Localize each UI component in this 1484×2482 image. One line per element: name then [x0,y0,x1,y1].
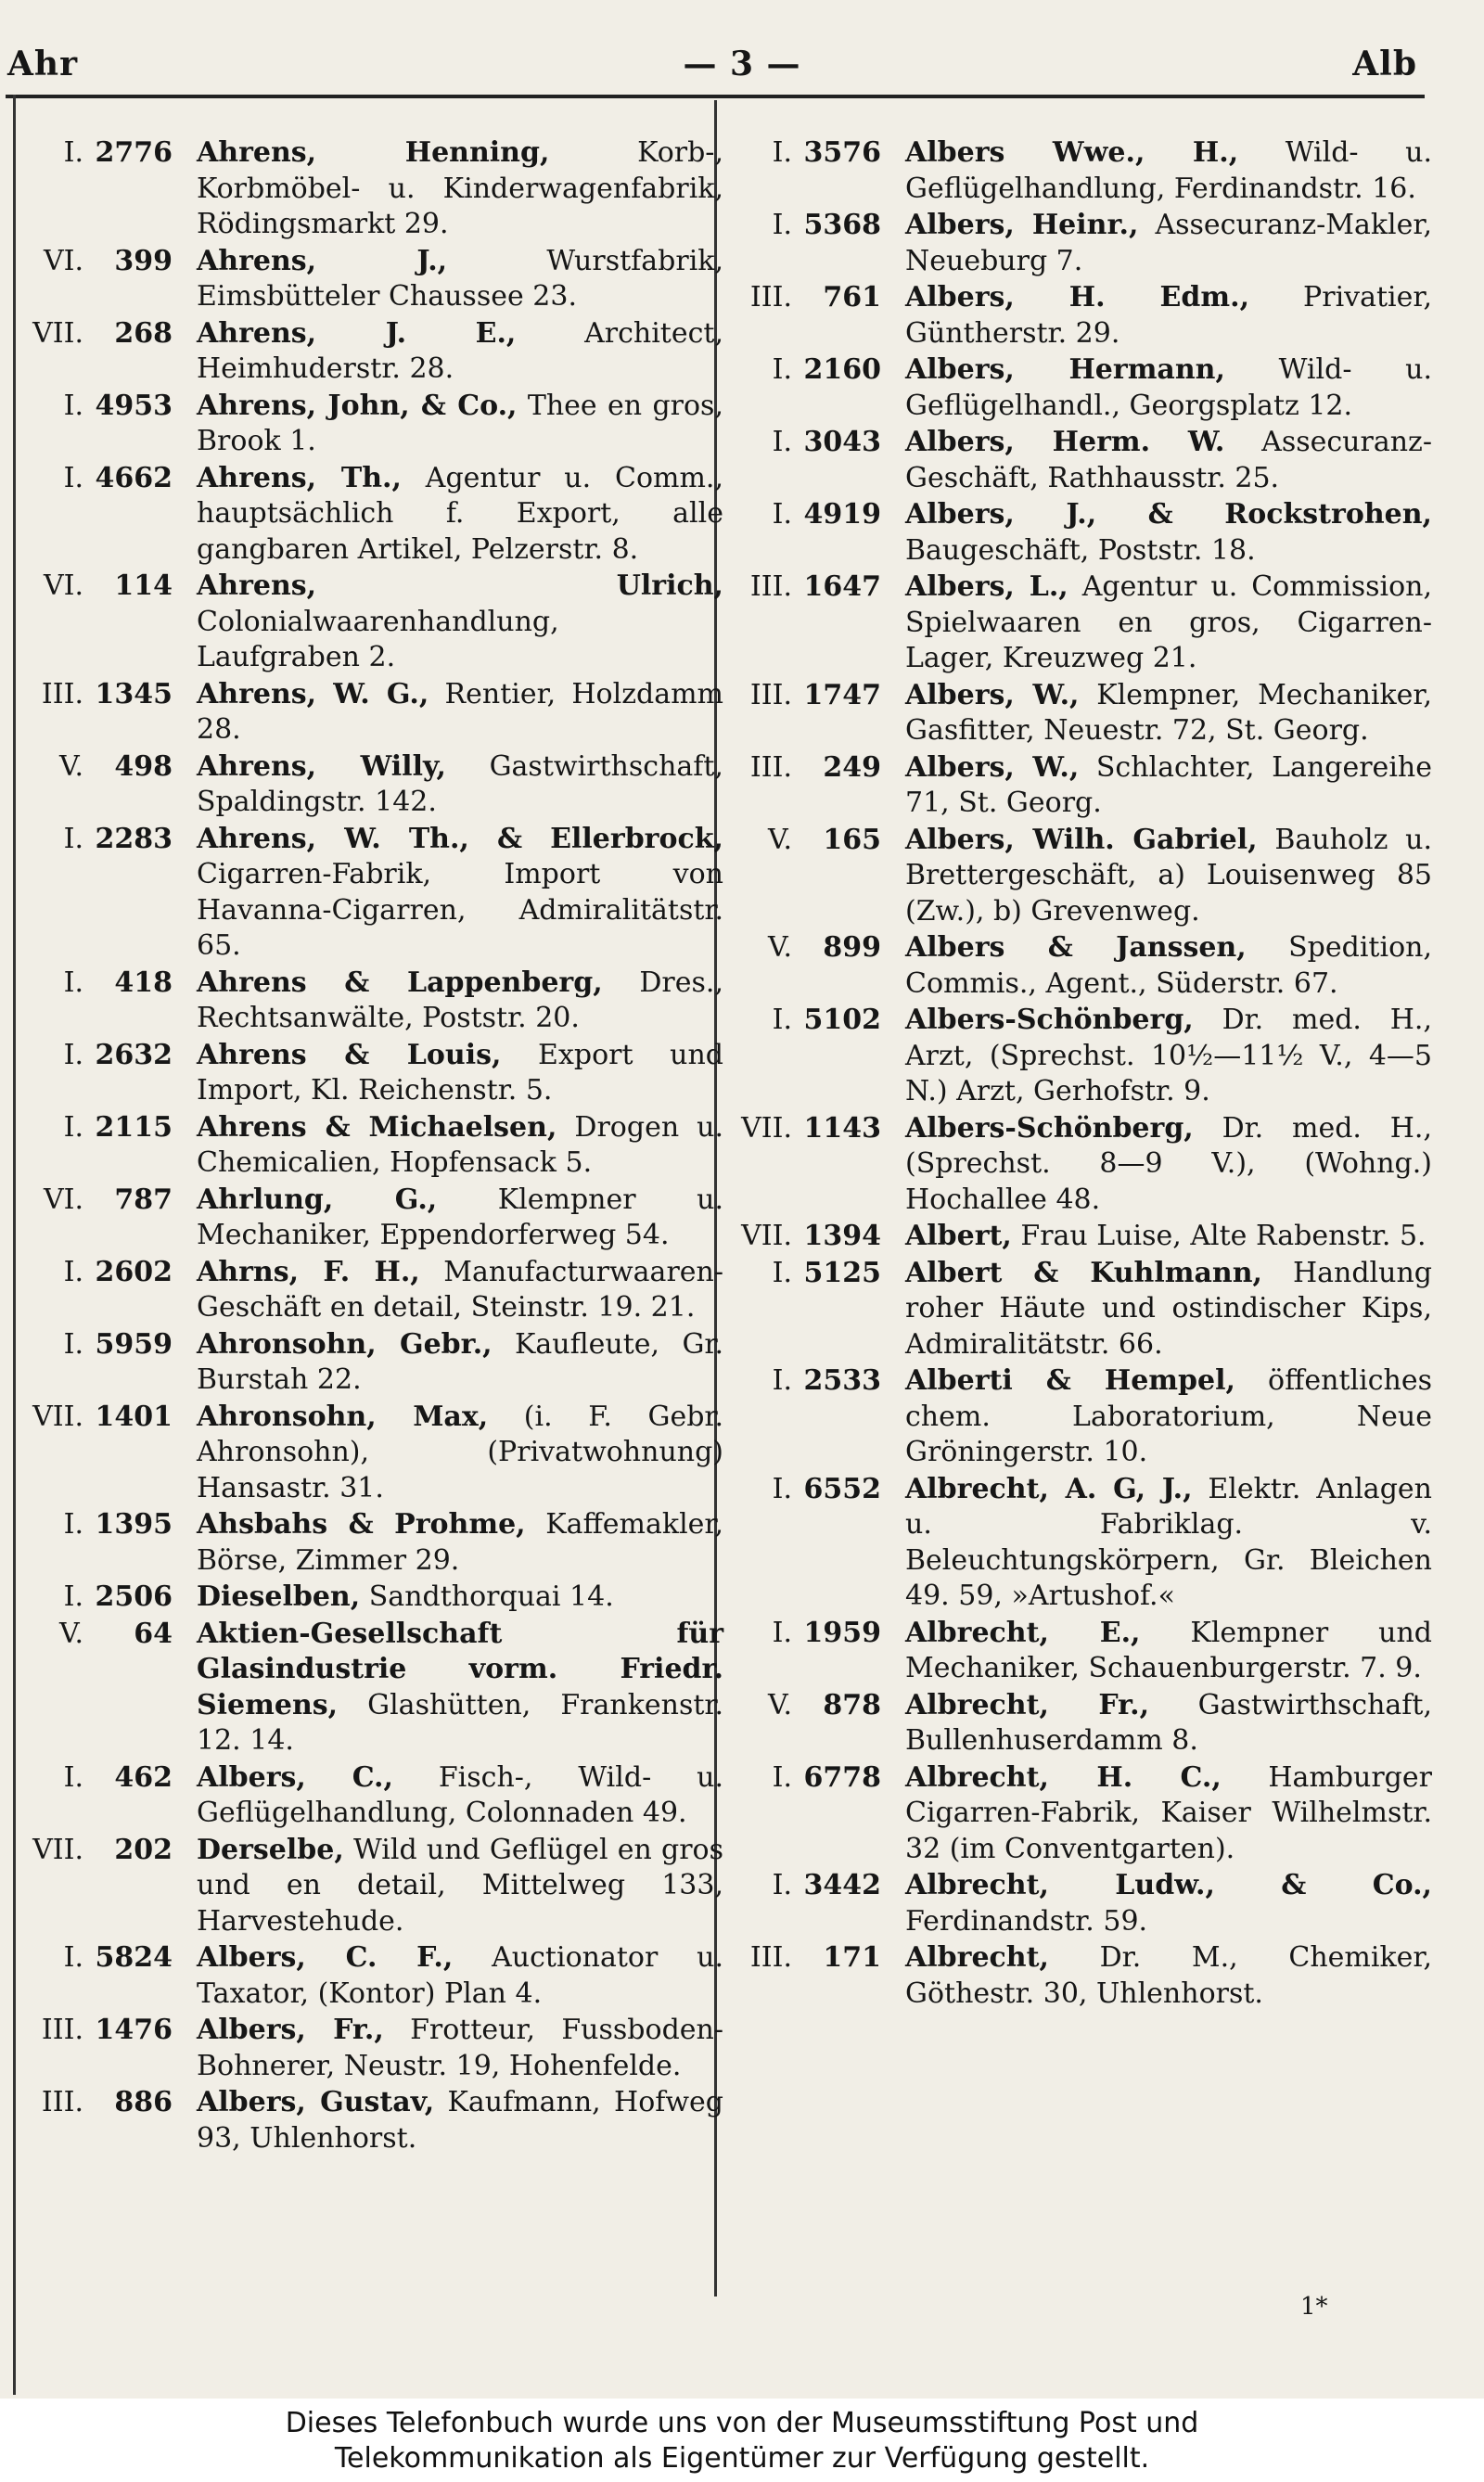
directory-entry [19,749,723,821]
directory-entry [19,316,723,388]
subscriber-details: Frau Luise, Alte Rabenstr. 5. [1020,1220,1426,1252]
entry-body [905,497,1432,569]
district-number: III. [749,281,792,313]
district-number: I. [772,1760,792,1794]
district-number: I. [772,209,792,241]
district-number: III. [41,677,83,710]
phone-number: 165 [823,823,881,856]
subscriber-name: Ahrlung, G., [197,1183,438,1216]
entry-body [197,1038,723,1109]
phone-number: 171 [823,1941,881,1974]
subscriber-name: Albers, Gustav, [197,2086,435,2118]
entry-body [197,677,723,748]
subscriber-details: Ferdinandstr. 59. [905,1904,1148,1938]
phone-number: 3043 [803,426,881,458]
entry-body [905,1472,1432,1615]
phone-number: 1747 [803,678,881,711]
district-number: I. [772,136,792,169]
left-border-rule [13,95,16,2395]
directory-entry [727,750,1432,822]
subscriber-name: Albers, C., [197,1760,393,1794]
directory-entry [19,822,723,965]
footer-note [0,2399,1484,2482]
phone-number: 114 [114,569,173,602]
subscriber-details: öffentliches chem. Laboratorium, Neue Gröningerstr. 10. [905,1364,1432,1468]
subscriber-details: Wild und Geflügel en gros und en detail, Mittelweg 133, Harvestehude. [197,1833,723,1938]
directory-entry [19,461,723,569]
district-number: V. [59,749,83,783]
phone-number: 4919 [803,498,881,531]
district-number: III. [749,750,792,784]
entry-body [905,352,1432,424]
phone-number: 2632 [95,1038,173,1071]
district-number: III. [749,1941,792,1974]
phone-number: 2115 [95,1110,173,1144]
subscriber-name: Albers, C. F., [197,1941,454,1974]
entry-body [197,1833,723,1940]
directory-entry [727,1688,1432,1759]
subscriber-name: Ahrens & Louis, [197,1038,502,1071]
entry-body [905,1868,1432,1939]
subscriber-details: Dr. M., Chemiker, Göthestr. 30, Uhlenhorst. [905,1941,1432,2010]
subscriber-details: Wild- u. Geflügelhandlung, Ferdinandstr. 16. [905,136,1433,205]
directory-entry [727,208,1432,279]
district-number: I. [772,1869,792,1901]
district-number: I. [63,822,83,855]
district-number: I. [772,1616,792,1649]
entry-body [197,966,723,1037]
directory-entry [727,135,1432,207]
directory-entry [19,1940,723,2012]
subscriber-name: Ahrens, J. E., [197,316,517,350]
subscriber-name: Ahrens & Michaelsen, [197,1110,557,1144]
phone-number: 498 [114,749,173,783]
directory-entry [19,1255,723,1326]
entry-body [905,1616,1432,1687]
signature-mark: 1* [1300,2293,1328,2321]
subscriber-details: Baugeschäft, Poststr. 18. [905,533,1256,567]
entry-body [197,1617,723,1759]
phone-number: 2160 [803,353,881,386]
district-number: I. [772,498,792,531]
phone-number: 4953 [95,389,173,422]
entry-body [905,1111,1432,1219]
subscriber-name: Albrecht, H. C., [905,1760,1222,1794]
subscriber-details: Rentier, Holzdamm 28. [197,677,724,746]
subscriber-name: Alberti & Hempel, [905,1364,1235,1397]
subscriber-name: Derselbe, [197,1833,344,1866]
district-number: VII. [32,1400,83,1433]
entry-body [905,1760,1432,1868]
subscriber-name: Ahrens, Th., [197,461,402,494]
entry-body [905,678,1432,749]
subscriber-name: Albrecht, Ludw., & Co., [905,1869,1432,1901]
subscriber-details: Schlachter, Langereihe 71, St. Georg. [905,750,1432,819]
subscriber-name: Ahronsohn, Max, [197,1400,489,1433]
directory-entry [19,2085,723,2156]
subscriber-name: Ahrns, F. H., [197,1255,420,1288]
entry-body [905,135,1432,207]
directory-entry [19,1833,723,1940]
entry-body [197,2085,723,2156]
directory-entry [19,569,723,676]
district-number: I. [63,1255,83,1288]
entry-body [905,280,1432,352]
directory-entry [727,1472,1432,1615]
entry-body [197,822,723,965]
directory-entry [727,1111,1432,1219]
entry-body [197,389,723,460]
phone-number: 761 [823,281,881,313]
directory-entry [19,1400,723,1507]
subscriber-details: Handlung roher Häute und ostindischer Kips, Admiralitätstr. 66. [905,1256,1432,1361]
district-number: I. [772,353,792,386]
subscriber-name: Ahronsohn, Gebr., [197,1327,493,1361]
subscriber-name: Albrecht, [905,1941,1049,1974]
subscriber-name: Ahrens, Willy, [197,749,446,783]
phone-number: 4662 [95,461,173,494]
subscriber-name: Albers, L., [905,570,1068,603]
phone-number: 899 [823,931,881,964]
subscriber-name: Albers, W., [905,750,1080,784]
subscriber-details: Privatier, Güntherstr. 29. [905,281,1432,350]
directory-entry [727,1219,1432,1255]
phone-number: 64 [134,1617,173,1650]
subscriber-details: Assecuranz-Geschäft, Rathhausstr. 25. [905,426,1432,494]
directory-entry [727,280,1432,352]
directory-entry [727,1616,1432,1687]
entry-body [197,1580,723,1616]
entry-body [197,1760,723,1832]
entry-body [905,750,1432,822]
subscriber-name: Albers, Wilh. Gabriel, [905,823,1258,856]
subscriber-name: Albers, Herm. W. [905,426,1225,458]
district-number: I. [63,1110,83,1144]
entry-body [197,1327,723,1399]
district-number: VII. [741,1111,792,1145]
district-number: VII. [741,1220,792,1252]
entry-body [197,569,723,676]
directory-entry [727,1003,1432,1110]
phone-number: 5959 [95,1327,173,1361]
subscriber-details: Kaufmann, Hofweg 93, Uhlenhorst. [197,2086,723,2155]
subscriber-name: Albrecht, A. G, J., [905,1472,1193,1505]
directory-entry [19,1507,723,1579]
directory-entry [19,1038,723,1109]
subscriber-name: Dieselben, [197,1580,361,1613]
district-number: V. [768,1688,792,1721]
entry-body [197,2013,723,2084]
district-number: I. [63,461,83,494]
directory-entry [727,823,1432,930]
district-number: VI. [43,569,83,602]
top-rule [6,95,1425,98]
district-number: I. [63,389,83,422]
directory-entry [19,1183,723,1254]
district-number: I. [63,966,83,999]
subscriber-details: Glashütten, Frankenstr. 12. 14. [197,1688,723,1757]
subscriber-name: Albers, J., & Rockstrohen, [905,498,1432,531]
phone-number: 1395 [95,1508,173,1541]
phone-number: 462 [114,1760,173,1794]
entry-body [905,1219,1432,1255]
district-number: VI. [43,1183,83,1216]
subscriber-name: Albers-Schönberg, [905,1111,1194,1145]
phone-number: 2283 [95,822,173,855]
subscriber-details: Thee en gros, Brook 1. [197,389,723,457]
header-right-keyword: Alb [1352,45,1417,83]
phone-number: 5125 [803,1256,881,1289]
directory-entry [19,1760,723,1832]
subscriber-details: Agentur u. Comm., hauptsächlich f. Export, alle gangbaren Artikel, Pelzerstr. 8. [197,461,723,566]
phone-number: 399 [114,244,173,277]
phone-number: 5102 [803,1004,881,1036]
subscriber-details: Assecuranz-Makler, Neueburg 7. [905,209,1432,277]
district-number: I. [63,1760,83,1794]
entry-body [905,1003,1432,1110]
phone-number: 787 [114,1183,173,1216]
entry-body [905,1363,1432,1471]
right-column [727,135,1432,2013]
phone-number: 1476 [95,2014,173,2046]
subscriber-name: Aktien-Gesellschaft für Glasindustrie vorm. Friedr. Siemens, [197,1617,723,1721]
phone-number: 1959 [803,1616,881,1649]
district-number: I. [772,426,792,458]
district-number: I. [63,1038,83,1071]
phone-number: 268 [114,316,173,350]
phone-number: 2602 [95,1255,173,1288]
directory-entry [19,244,723,315]
entry-body [197,316,723,388]
directory-entry [19,389,723,460]
subscriber-name: Albers, Hermann, [905,353,1225,386]
directory-entry [19,1110,723,1182]
directory-entry [727,352,1432,424]
subscriber-details: Colonialwaarenhandlung, Laufgraben 2. [197,605,559,673]
subscriber-details: Sandthorquai 14. [368,1580,614,1613]
district-number: III. [749,678,792,711]
subscriber-name: Albers, Heinr., [905,209,1139,241]
subscriber-details: Spedition, Commis., Agent., Süderstr. 67. [905,931,1432,1000]
phone-number: 2533 [803,1364,881,1397]
directory-entry [19,2013,723,2084]
subscriber-details: Klempner, Mechaniker, Gasfitter, Neuestr. 72, St. Georg. [905,678,1432,747]
district-number: I. [63,1508,83,1541]
district-number: V. [768,931,792,964]
directory-entry [19,135,723,243]
phone-number: 1647 [803,570,881,603]
directory-entry [19,966,723,1037]
subscriber-name: Albrecht, Fr., [905,1688,1150,1721]
subscriber-name: Ahsbahs & Prohme, [197,1508,526,1541]
district-number: V. [59,1617,83,1650]
district-number: I. [63,1580,83,1613]
phone-number: 1345 [95,677,173,710]
entry-body [905,425,1432,496]
directory-entry [19,677,723,748]
district-number: III. [749,570,792,603]
entry-body [905,823,1432,930]
district-number: I. [772,1256,792,1289]
entry-body [197,244,723,315]
subscriber-details: Gastwirthschaft, Spaldingstr. 142. [197,749,723,818]
directory-entry [727,678,1432,749]
footer-line-1: Dieses Telefonbuch wurde uns von der Museumsstiftung Post und [285,2407,1199,2439]
subscriber-details: Export und Import, Kl. Reichenstr. 5. [197,1038,723,1107]
entry-body [905,208,1432,279]
directory-entry [19,1580,723,1616]
phone-number: 202 [114,1833,173,1866]
subscriber-name: Ahrens, J., [197,244,448,277]
entry-body [905,1256,1432,1363]
phone-number: 1143 [803,1111,881,1145]
entry-body [197,1940,723,2012]
subscriber-details: Kaffemakler, Börse, Zimmer 29. [197,1508,723,1577]
phone-number: 5368 [803,209,881,241]
district-number: I. [772,1472,792,1505]
left-column [19,135,723,2157]
subscriber-details: Gastwirthschaft, Bullenhuserdamm 8. [905,1688,1432,1757]
entry-body [905,1940,1432,2012]
subscriber-details: Agentur u. Commission, Spielwaaren en gros, Cigarren-Lager, Kreuzweg 21. [905,570,1433,674]
subscriber-details: Manufacturwaaren-Geschäft en detail, Steinstr. 19. 21. [197,1255,723,1324]
directory-entry [727,1363,1432,1471]
subscriber-details: Drogen u. Chemicalien, Hopfensack 5. [197,1110,723,1179]
subscriber-details: Korb-, Korbmöbel- u. Kinderwagenfabrik, Rödingsmarkt 29. [197,136,723,240]
directory-entry [727,1760,1432,1868]
subscriber-name: Ahrens & Lappenberg, [197,966,603,999]
header-left-keyword: Ahr [7,45,79,83]
entry-body [197,135,723,243]
phone-number: 418 [114,966,173,999]
subscriber-name: Albers, W., [905,678,1080,711]
subscriber-details: Bauholz u. Brettergeschäft, a) Louisenweg 85 (Zw.), b) Grevenweg. [905,823,1432,928]
entry-body [197,1507,723,1579]
subscriber-details: Kaufleute, Gr. Burstah 22. [197,1327,723,1396]
subscriber-details: (i. F. Gebr. Ahronsohn), (Privatwohnung) Hansastr. 31. [197,1400,723,1504]
subscriber-name: Albers-Schönberg, [905,1004,1194,1036]
subscriber-name: Albers, Fr., [197,2014,384,2046]
district-number: I. [63,1327,83,1361]
entry-body [197,1400,723,1507]
district-number: VI. [43,244,83,277]
district-number: I. [772,1364,792,1397]
subscriber-details: Wild- u. Geflügelhandl., Georgsplatz 12. [905,353,1432,422]
phone-number: 878 [823,1688,881,1721]
subscriber-name: Albers Wwe., H., [905,136,1239,169]
subscriber-name: Ahrens, W. G., [197,677,429,710]
phone-number: 6552 [803,1472,881,1505]
subscriber-name: Albert, [905,1220,1012,1252]
directory-entry [727,1256,1432,1363]
directory-entry [727,1940,1432,2012]
subscriber-name: Ahrens, W. Th., & Ellerbrock, [197,822,723,855]
district-number: VII. [32,316,83,350]
phone-number: 6778 [803,1760,881,1794]
subscriber-details: Cigarren-Fabrik, Import von Havanna-Cigarren, Admiralitätstr. 65. [197,858,723,962]
phone-number: 886 [114,2086,173,2118]
district-number: III. [41,2014,83,2046]
entry-body [905,930,1432,1002]
subscriber-details: Klempner u. Mechaniker, Eppendorferweg 54. [197,1183,723,1251]
subscriber-details: Dr. med. H., Arzt, (Sprechst. 10½—11½ V., 4—5 N.) Arzt, Gerhofstr. 9. [905,1004,1432,1107]
entry-body [905,569,1432,677]
phone-number: 249 [823,750,881,784]
district-number: I. [772,1004,792,1036]
subscriber-details: Klempner und Mechaniker, Schauenburgerstr. 7. 9. [905,1616,1432,1684]
subscriber-name: Albers & Janssen, [905,931,1247,964]
subscriber-name: Ahrens, John, & Co., [197,389,518,422]
entry-body [197,461,723,569]
entry-body [197,1255,723,1326]
district-number: V. [768,823,792,856]
subscriber-name: Albert & Kuhlmann, [905,1256,1262,1289]
phone-number: 3442 [803,1869,881,1901]
directory-entry [727,425,1432,496]
subscriber-details: Wurstfabrik, Eimsbütteler Chaussee 23. [197,244,723,313]
page-number: — 3 — [683,45,801,83]
directory-entry [727,1868,1432,1939]
phone-number: 1401 [95,1400,173,1433]
directory-entry [19,1327,723,1399]
phone-number: 3576 [803,136,881,169]
subscriber-details: Frotteur, Fussboden-Bohnerer, Neustr. 19, Hohenfelde. [197,2014,723,2082]
phone-number: 5824 [95,1941,173,1974]
entry-body [197,749,723,821]
subscriber-details: Auctionator u. Taxator, (Kontor) Plan 4. [197,1941,723,2010]
entry-body [197,1183,723,1254]
phone-number: 1394 [803,1220,881,1252]
directory-entry [727,497,1432,569]
subscriber-details: Fisch-, Wild- u. Geflügelhandlung, Colonnaden 49. [197,1760,723,1829]
directory-entry [19,1617,723,1759]
entry-body [905,1688,1432,1759]
subscriber-name: Albers, H. Edm., [905,281,1250,313]
footer-line-2: Telekommunikation als Eigentümer zur Verfügung gestellt. [334,2442,1150,2475]
entry-body [197,1110,723,1182]
district-number: VII. [32,1833,83,1866]
phone-number: 2506 [95,1580,173,1613]
subscriber-name: Ahrens, Ulrich, [197,569,723,602]
subscriber-details: Elektr. Anlagen u. Fabriklag. v. Beleuchtungskörpern, Gr. Bleichen 49. 59, »Artushof.« [905,1472,1432,1612]
district-number: I. [63,1941,83,1974]
phone-number: 2776 [95,136,173,169]
directory-entry [727,930,1432,1002]
directory-entry [727,569,1432,677]
subscriber-details: Hamburger Cigarren-Fabrik, Kaiser Wilhelmstr. 32 (im Conventgarten). [905,1760,1432,1865]
district-number: I. [63,136,83,169]
subscriber-name: Albrecht, E., [905,1616,1141,1649]
subscriber-details: Architect, Heimhuderstr. 28. [197,316,723,385]
subscriber-details: Dres., Rechtsanwälte, Poststr. 20. [197,966,723,1034]
subscriber-name: Ahrens, Henning, [197,136,550,169]
subscriber-details: Dr. med. H., (Sprechst. 8—9 V.), (Wohng.) Hochallee 48. [905,1111,1432,1216]
district-number: III. [41,2086,83,2118]
